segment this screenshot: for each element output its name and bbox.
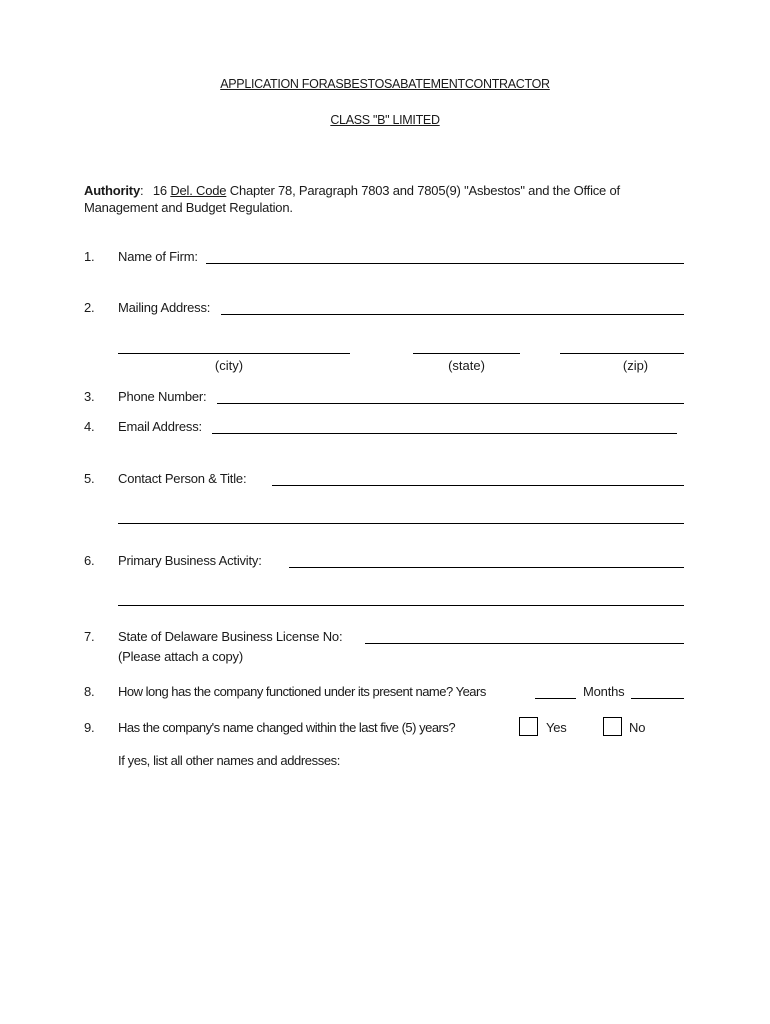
contact-person-field[interactable]	[272, 471, 684, 486]
authority-title-number: 16	[152, 183, 167, 198]
primary-business-field[interactable]	[289, 553, 684, 568]
q5-label: Contact Person & Title:	[118, 471, 247, 486]
authority-colon: :	[139, 183, 144, 198]
authority-code-link: Del. Code	[170, 183, 227, 198]
q6-label: Primary Business Activity:	[118, 553, 262, 568]
city-field[interactable]	[118, 339, 350, 354]
q9-label: Has the company's name changed within the last five (5) years?	[118, 720, 456, 735]
yes-checkbox[interactable]	[519, 717, 538, 736]
authority-line-1	[84, 183, 620, 198]
q7-note: (Please attach a copy)	[118, 649, 243, 664]
city-caption: (city)	[214, 358, 244, 373]
state-field[interactable]	[413, 339, 520, 354]
authority-line-2: Management and Budget Regulation.	[84, 200, 293, 215]
q9-number: 9.	[84, 720, 95, 735]
zip-field[interactable]	[560, 339, 684, 354]
mailing-address-field[interactable]	[221, 300, 684, 315]
q6-number: 6.	[84, 553, 95, 568]
q8-number: 8.	[84, 684, 95, 699]
q4-label: Email Address:	[118, 419, 202, 434]
months-label: Months	[583, 684, 625, 699]
business-license-field[interactable]	[365, 629, 684, 644]
email-address-field[interactable]	[212, 419, 677, 434]
primary-business-extra-line[interactable]	[118, 605, 684, 606]
no-label: No	[629, 720, 646, 735]
no-checkbox[interactable]	[603, 717, 622, 736]
months-field[interactable]	[631, 684, 684, 699]
q7-number: 7.	[84, 629, 95, 644]
q1-number: 1.	[84, 249, 95, 264]
contact-person-extra-line[interactable]	[118, 523, 684, 524]
q5-number: 5.	[84, 471, 95, 486]
authority-text: Chapter 78, Paragraph 7803 and 7805(9) "Asbestos" and the Office of	[229, 183, 620, 198]
q3-label: Phone Number:	[118, 389, 207, 404]
q7-label: State of Delaware Business License No:	[118, 629, 343, 644]
q9-followup-label: If yes, list all other names and addresses:	[118, 753, 340, 768]
q8-label: How long has the company functioned under its present name? Years	[118, 684, 486, 699]
zip-caption: (zip)	[622, 358, 649, 373]
q2-number: 2.	[84, 300, 95, 315]
state-caption: (state)	[448, 358, 485, 373]
q1-label: Name of Firm:	[118, 249, 198, 264]
q3-number: 3.	[84, 389, 95, 404]
form-title: APPLICATION FORASBESTOSABATEMENTCONTRACTOR	[220, 77, 550, 91]
authority-label: Authority	[84, 183, 140, 198]
yes-label: Yes	[546, 720, 567, 735]
years-field[interactable]	[535, 684, 576, 699]
firm-name-field[interactable]	[206, 249, 684, 264]
phone-number-field[interactable]	[217, 389, 684, 404]
form-subtitle: CLASS "B" LIMITED	[330, 113, 440, 127]
q4-number: 4.	[84, 419, 95, 434]
q2-label: Mailing Address:	[118, 300, 211, 315]
